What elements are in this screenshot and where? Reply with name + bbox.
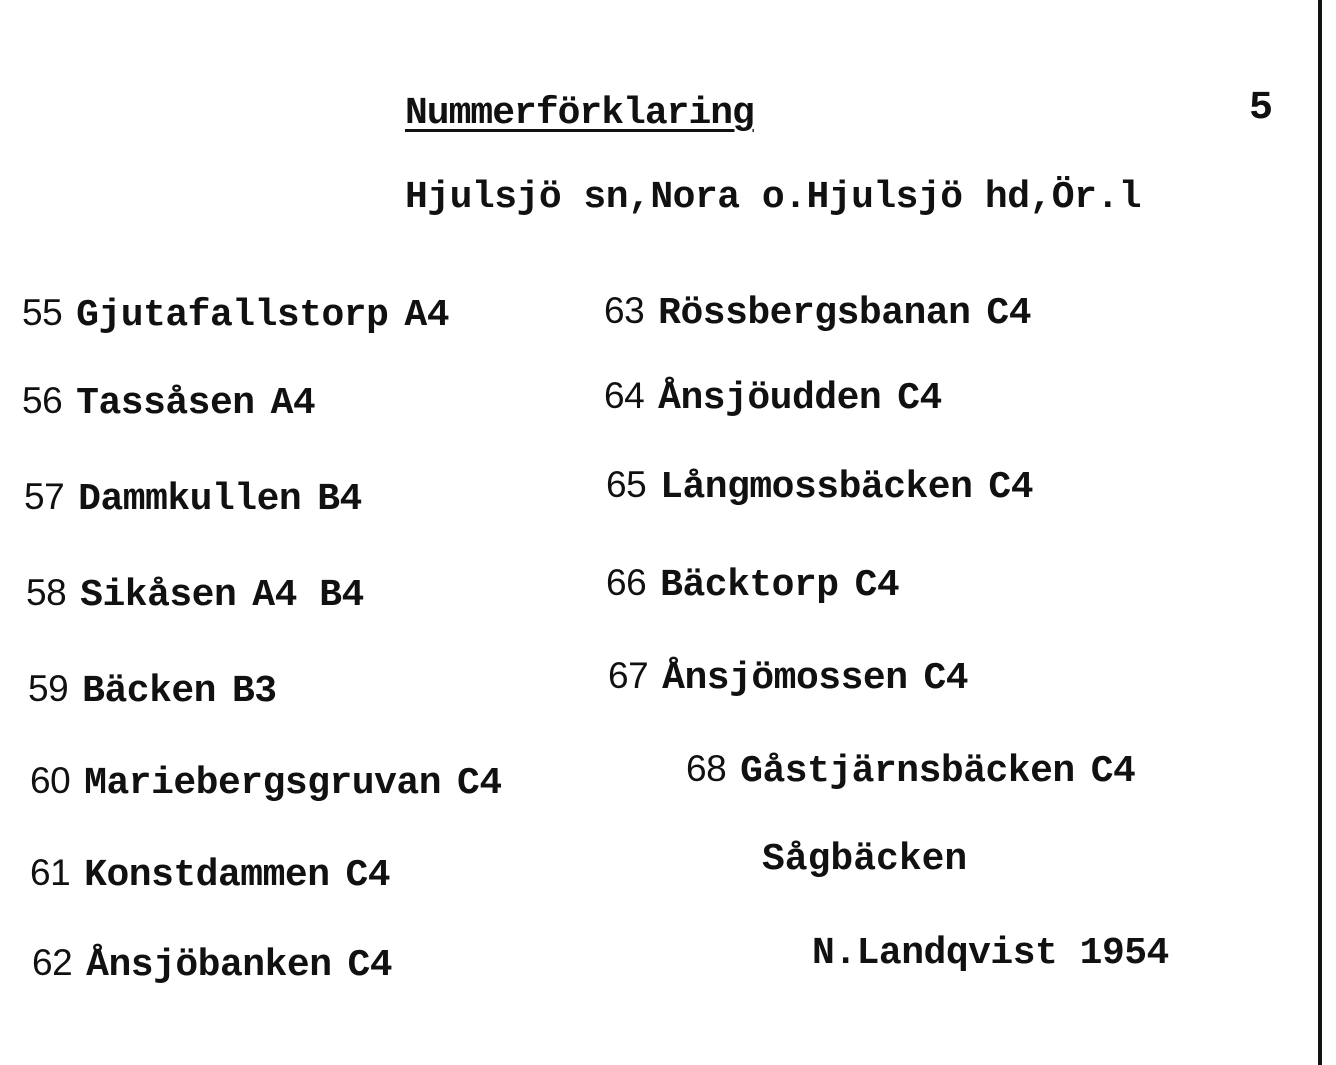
entry-number: 59 [28,668,69,709]
list-item [24,476,362,521]
list-item [606,562,899,607]
list-item [604,290,1031,335]
entry-number: 68 [686,748,727,789]
entry-grid: B3 [231,670,277,713]
entry-name: Gjutafallstorp [76,294,389,337]
entry-grid: A4 [270,382,316,425]
list-item [32,942,392,987]
entry-grid: C4 [1090,750,1136,793]
entry-name: Konstdammen [84,854,330,897]
list-item [686,748,1135,793]
entry-number: 56 [22,380,63,421]
list-item [604,375,942,420]
list-item [28,668,277,713]
list-item [22,292,449,337]
entry-grid: C4 [347,944,393,987]
entry-number: 66 [606,562,647,603]
entry-grid: A4 B4 [252,574,364,617]
entry-name: Bäcken [82,670,216,713]
entry-grid: A4 [404,294,450,337]
entry-grid: B4 [317,478,362,521]
entry-grid: C4 [457,762,502,805]
entry-number: 60 [30,760,71,801]
entry-name: Rössbergsbanan [658,292,971,335]
entry-name: Gåstjärnsbäcken [740,750,1075,793]
page-subtitle: Hjulsjö sn,Nora o.Hjulsjö hd,Ör.l [405,176,1142,219]
entry-name: Ånsjöbanken [86,944,332,987]
entry-name: Långmossbäcken [660,466,973,509]
entry-grid: C4 [854,564,900,607]
entry-name: Ånsjöudden [658,377,882,420]
entry-number: 58 [26,572,67,613]
list-item [26,572,364,617]
entry-grid: C4 [897,377,942,420]
entry-name: Ånsjömossen [662,657,908,700]
entry-name: Dammkullen [78,478,302,521]
entry-number: 64 [604,375,645,416]
page-number: 5 [1249,86,1274,131]
entry-name: Bäcktorp [660,564,839,607]
page-title: Nummerförklaring [405,92,754,135]
list-item [30,760,502,805]
list-item [608,655,968,700]
entry-grid: C4 [988,466,1034,509]
scan-edge-line [1318,0,1322,1065]
alternate-name: Sågbäcken [762,838,968,881]
entry-grid: C4 [923,657,969,700]
entry-name: Sikåsen [80,574,237,617]
list-item [606,464,1033,509]
list-item [22,380,315,425]
entry-number: 63 [604,290,645,331]
entry-number: 57 [24,476,65,517]
entry-name: Mariebergsgruvan [84,762,442,805]
entry-number: 55 [22,292,63,333]
entry-grid: C4 [345,854,391,897]
list-item [30,852,390,897]
entry-number: 62 [32,942,73,983]
entry-number: 65 [606,464,647,505]
entry-number: 67 [608,655,649,696]
entry-grid: C4 [986,292,1032,335]
entry-name: Tassåsen [76,382,255,425]
author-signature: N.Landqvist 1954 [812,932,1169,975]
entry-number: 61 [30,852,71,893]
